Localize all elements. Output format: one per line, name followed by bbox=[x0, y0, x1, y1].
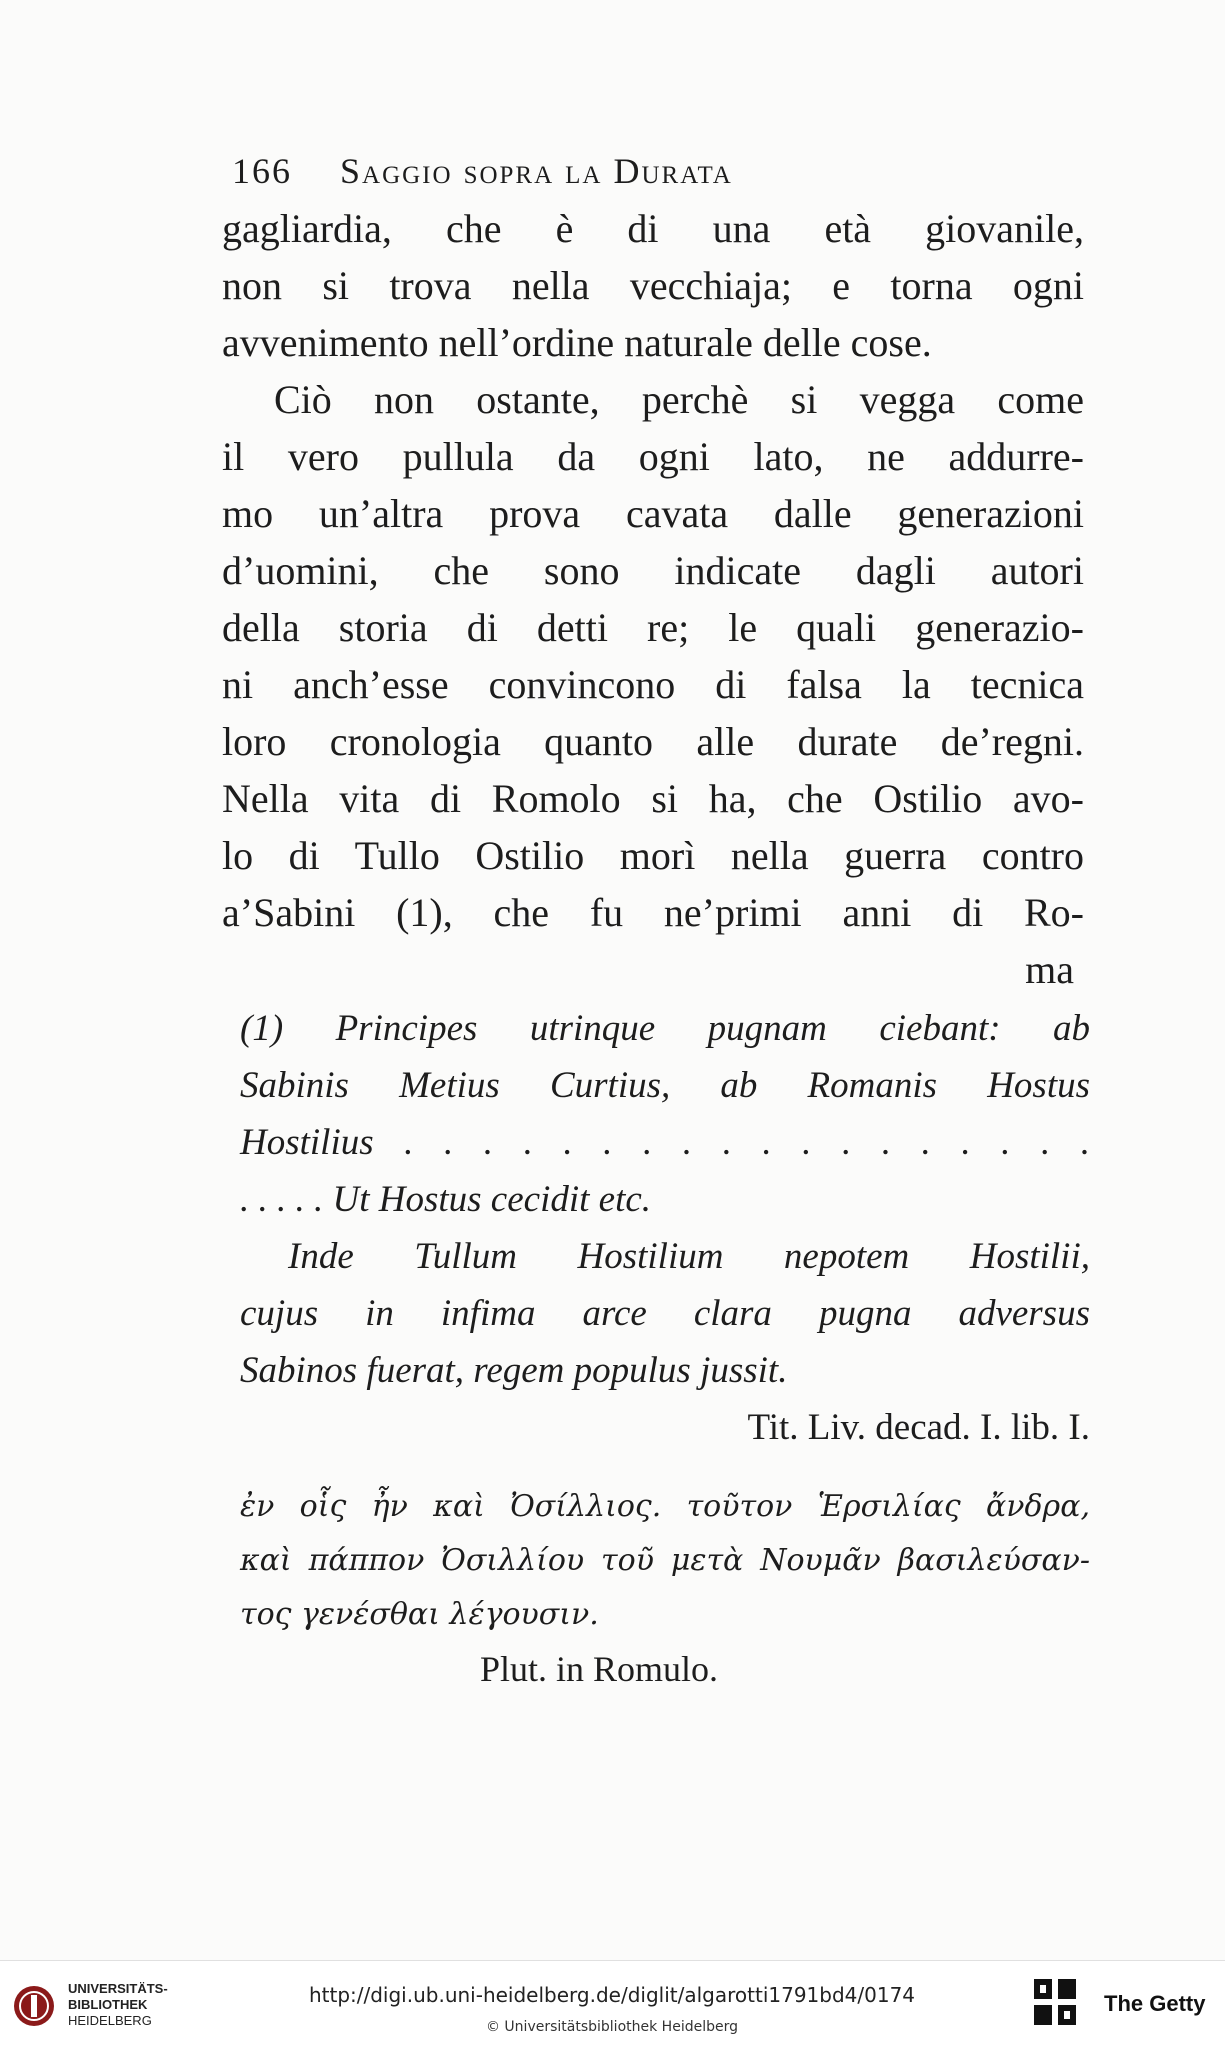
text-line: il vero pullula da ogni lato, ne addurre- bbox=[222, 434, 1084, 479]
footnote-line: . . . . . Ut Hostus cecidit etc. bbox=[240, 1179, 652, 1220]
text-line: della storia di detti re; le quali generazio- bbox=[222, 605, 1084, 650]
footnote-line: Hostilius . . . . . . . . . . . . . . . . . . bbox=[240, 1122, 1090, 1163]
text-line: lo di Tullo Ostilio morì nella guerra contro bbox=[222, 833, 1084, 878]
footnote bbox=[240, 1000, 1090, 1456]
greek-source: Plut. in Romulo. bbox=[480, 1649, 719, 1689]
university-seal-icon bbox=[12, 1983, 56, 2029]
text-line: Ciò non ostante, perchè si vegga come bbox=[274, 377, 1084, 422]
greek-quotation bbox=[240, 1480, 1090, 1696]
text-line: a’Sabini (1), che fu ne’primi anni di Ro- bbox=[222, 890, 1084, 935]
institution-name: UNIVERSITÄTS- BIBLIOTHEK HEIDELBERG bbox=[68, 1981, 168, 2028]
greek-line: τος γενέσθαι λέγουσιν. bbox=[240, 1597, 599, 1632]
partner-name[interactable]: The Getty bbox=[1104, 1991, 1206, 2016]
footnote-line: Sabinis Metius Curtius, ab Romanis Hostus bbox=[240, 1065, 1090, 1106]
footnote-line: Sabinos fuerat, regem populus jussit. bbox=[240, 1350, 788, 1391]
text-line: d’uomini, che sono indicate dagli autori bbox=[222, 548, 1084, 593]
text-line: loro cronologia quanto alle durate de’regni. bbox=[222, 719, 1084, 764]
footnote-source: Tit. Liv. decad. I. lib. I. bbox=[747, 1407, 1090, 1448]
page-number: 166 bbox=[232, 151, 292, 191]
text-line: avvenimento nell’ordine naturale delle cose. bbox=[222, 320, 932, 365]
footnote-line: cujus in infima arce clara pugna adversus bbox=[240, 1293, 1090, 1334]
text-line: ma bbox=[1025, 947, 1074, 992]
running-title: Saggio sopra la Durata bbox=[340, 151, 733, 191]
text-line: mo un’altra prova cavata dalle generazioni bbox=[222, 491, 1084, 536]
copyright-notice: © Universitätsbibliothek Heidelberg bbox=[485, 2019, 738, 2035]
text-line: Nella vita di Romolo si ha, che Ostilio avo- bbox=[222, 776, 1084, 821]
greek-line: καὶ πάππον Ὀσιλλίου τοῦ μετὰ Νουμᾶν βασιλεύσαν- bbox=[240, 1543, 1090, 1578]
footnote-line: (1) Principes utrinque pugnam ciebant: ab bbox=[240, 1008, 1090, 1049]
text-line: gagliardia, che è di una età giovanile, bbox=[222, 206, 1084, 251]
text-line: non si trova nella vecchiaja; e torna ogni bbox=[222, 263, 1084, 308]
footnote-line: Inde Tullum Hostilium nepotem Hostilii, bbox=[288, 1236, 1090, 1277]
getty-logo-icon bbox=[1030, 1975, 1080, 2029]
text-line: ni anch’esse convincono di falsa la tecnica bbox=[222, 662, 1084, 707]
greek-line: ἐν οἷς ἦν καὶ Ὀσίλλιος. τοῦτον Ἑρσιλίας ἄνδρα, bbox=[240, 1489, 1090, 1524]
permalink[interactable]: http://digi.ub.uni-heidelberg.de/diglit/algarotti1791bd4/0174 bbox=[308, 1983, 916, 2007]
viewer-footer bbox=[0, 1960, 1225, 2049]
running-header bbox=[232, 150, 1092, 192]
main-text bbox=[222, 200, 1084, 998]
